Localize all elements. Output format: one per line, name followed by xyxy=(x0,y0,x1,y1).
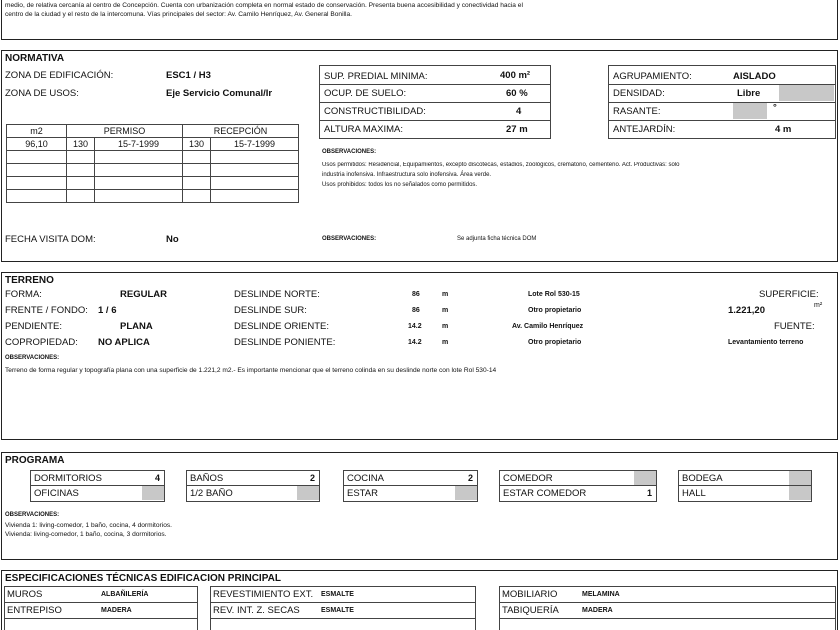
antejardin-value: 4 m xyxy=(775,124,792,135)
programa-box-comedor xyxy=(499,470,657,502)
frente-value: 1 / 6 xyxy=(98,305,117,316)
deslinde-oriente-value: 14.2 xyxy=(408,323,422,330)
programa-box-cocina xyxy=(343,470,478,502)
normativa-section xyxy=(1,50,838,262)
terreno-title: TERRENO xyxy=(5,275,54,286)
normativa-obs-line-1: Usos permitidos: Residencial, Equipamientos, excepto discotecas, estadios, zoológicos, crematorio, cementerio. Act. Productivas: solo xyxy=(322,162,680,168)
programa-item-bodega: BODEGA xyxy=(682,473,723,484)
terreno-obs-text: Terreno de forma regular y topografía plana con una superficie de 1.221,2 m2.- Es importante mencionar que el terreno colinda en su deslinde norte con lote Rol 530-14 xyxy=(5,367,497,374)
especificaciones-title: ESPECIFICACIONES TÉCNICAS EDIFICACION PRINCIPAL xyxy=(5,573,281,584)
densidad-value: Libre xyxy=(737,88,761,99)
zona-usos-value: Eje Servicio Comunal/Ir xyxy=(166,88,273,99)
superficie-unit: m² xyxy=(814,302,823,309)
header-permiso: PERMISO xyxy=(67,125,183,138)
deslinde-sur-label: DESLINDE SUR: xyxy=(234,305,307,316)
programa-title: PROGRAMA xyxy=(5,455,65,466)
ocup-suelo-value: 60 % xyxy=(506,88,528,99)
parametros-box xyxy=(319,65,551,139)
programa-obs-label: OBSERVACIONES: xyxy=(5,512,60,518)
programa-count-oficinas xyxy=(142,486,164,500)
deslinde-norte-value: 86 xyxy=(412,291,420,298)
deslinde-poniente-label: DESLINDE PONIENTE: xyxy=(234,337,336,348)
espec-entrepiso-label: ENTREPISO xyxy=(7,605,62,616)
normativa-title: NORMATIVA xyxy=(5,53,65,64)
espec-tabiqueria-value: MADERA xyxy=(582,607,613,614)
normativa-obs-line-2: industria inofensiva. Infraestructura solo inofensiva. Área verde. xyxy=(322,172,492,178)
deslinde-oriente-unit: m xyxy=(442,323,449,330)
programa-item-banos: BAÑOS xyxy=(190,473,224,484)
pendiente-value: PLANA xyxy=(120,321,153,332)
densidad-label: DENSIDAD: xyxy=(613,88,665,99)
zona-edificacion-value: ESC1 / H3 xyxy=(166,70,211,81)
table-row xyxy=(7,164,299,177)
copropiedad-value: NO APLICA xyxy=(98,337,150,348)
programa-box-dormitorios xyxy=(30,470,165,502)
constructibilidad-value: 4 xyxy=(516,106,522,117)
programa-count-estar xyxy=(455,486,477,500)
deslinde-poniente-unit: m xyxy=(442,339,449,346)
copropiedad-label: COPROPIEDAD: xyxy=(5,337,78,348)
table-row xyxy=(7,177,299,190)
zona-edificacion-label: ZONA DE EDIFICACIÓN: xyxy=(5,70,114,81)
programa-item-oficinas: OFICINAS xyxy=(34,488,79,499)
programa-count-dormitorios: 4 xyxy=(154,473,160,483)
espec-mobiliario-label: MOBILIARIO xyxy=(502,589,558,600)
rasante-value: ° xyxy=(773,102,777,113)
programa-count-hall xyxy=(789,486,811,500)
deslinde-oriente-label: DESLINDE ORIENTE: xyxy=(234,321,330,332)
deslinde-norte-unit: m xyxy=(442,291,449,298)
programa-count-banos: 2 xyxy=(309,473,315,483)
espec-revestimiento-label: REVESTIMIENTO EXT. xyxy=(213,589,314,600)
deslinde-poniente-neighbor: Otro propietario xyxy=(528,339,582,346)
header-m2: m2 xyxy=(7,125,67,138)
intro-line-2: centro de la ciudad y el resto de la intercomuna. Vías principales del sector: Av. Camilo Henríquez, Av. General Bonilla. xyxy=(5,11,352,18)
espec-entrepiso-value: MADERA xyxy=(101,607,132,614)
programa-box-banos xyxy=(186,470,320,502)
antejardin-label: ANTEJARDÍN: xyxy=(613,124,676,135)
espec-box-2 xyxy=(210,586,476,630)
espec-muros-value: ALBAÑILERÍA xyxy=(101,591,149,598)
espec-box-3 xyxy=(499,586,836,630)
superficie-label: SUPERFICIE: xyxy=(759,289,819,300)
table-row xyxy=(7,190,299,203)
table-row xyxy=(7,151,299,164)
normativa-obs2-text: Se adjunta ficha técnica DOM xyxy=(457,236,537,242)
programa-item-dormitorios: DORMITORIOS xyxy=(34,473,102,484)
espec-tabiqueria-label: TABIQUERÍA xyxy=(502,605,559,616)
rasante-label: RASANTE: xyxy=(613,106,661,117)
programa-count-bodega xyxy=(789,471,811,485)
programa-item-hall: HALL xyxy=(682,488,706,499)
agrupamiento-box xyxy=(608,65,836,139)
espec-rev-int-label: REV. INT. Z. SECAS xyxy=(213,605,300,616)
constructibilidad-label: CONSTRUCTIBILIDAD: xyxy=(324,106,426,117)
programa-count-estar-comedor: 1 xyxy=(646,488,652,498)
programa-item-estar-comedor: ESTAR COMEDOR xyxy=(503,488,587,499)
programa-box-bodega xyxy=(678,470,812,502)
altura-value: 27 m xyxy=(506,124,528,135)
fecha-visita-value: No xyxy=(166,234,179,245)
intro-section xyxy=(1,0,838,40)
forma-value: REGULAR xyxy=(120,289,167,300)
programa-item-medio-bano: 1/2 BAÑO xyxy=(190,488,233,499)
fuente-label: FUENTE: xyxy=(774,321,815,332)
espec-rev-int-value: ESMALTE xyxy=(321,607,354,614)
programa-item-cocina: COCINA xyxy=(347,473,384,484)
zona-usos-label: ZONA DE USOS: xyxy=(5,88,79,99)
programa-count-cocina: 2 xyxy=(467,473,473,483)
programa-count-comedor xyxy=(634,471,656,485)
agrupamiento-label: AGRUPAMIENTO: xyxy=(613,71,692,82)
deslinde-sur-neighbor: Otro propietario xyxy=(528,307,582,314)
especificaciones-section xyxy=(1,570,838,630)
terreno-obs-label: OBSERVACIONES: xyxy=(5,355,60,361)
sup-predial-value: 400 m² xyxy=(500,70,531,81)
programa-section xyxy=(1,452,838,560)
deslinde-sur-unit: m xyxy=(442,307,449,314)
intro-line-1: medio, de relativa cercanía al centro de Concepción. Cuenta con urbanización completa en normal estado de conservación. Presenta buena accesibilidad y conectividad hacia el xyxy=(5,2,523,9)
frente-label: FRENTE / FONDO: xyxy=(5,305,88,316)
terreno-section xyxy=(1,272,838,440)
programa-obs-line-1: Vivienda 1: living-comedor, 1 baño, cocina, 4 dormitorios. xyxy=(5,522,173,529)
espec-muros-label: MUROS xyxy=(7,589,43,600)
fuente-value: Levantamiento terreno xyxy=(728,339,804,346)
programa-item-comedor: COMEDOR xyxy=(503,473,553,484)
table-row: 96,10 130 15-7-1999 130 15-7-1999 xyxy=(7,138,299,151)
fecha-visita-label: FECHA VISITA DOM: xyxy=(5,234,96,245)
pendiente-label: PENDIENTE: xyxy=(5,321,63,332)
deslinde-norte-neighbor: Lote Rol 530-15 xyxy=(528,291,580,298)
forma-label: FORMA: xyxy=(5,289,42,300)
normativa-obs-label: OBSERVACIONES: xyxy=(322,149,377,155)
altura-label: ALTURA MAXIMA: xyxy=(324,124,404,135)
superficie-value: 1.221,20 xyxy=(728,305,765,316)
deslinde-oriente-neighbor: Av. Camilo Henríquez xyxy=(512,323,584,330)
programa-item-estar: ESTAR xyxy=(347,488,378,499)
espec-revestimiento-value: ESMALTE xyxy=(321,591,354,598)
deslinde-poniente-value: 14.2 xyxy=(408,339,422,346)
programa-obs-line-2: Vivienda: living-comedor, 1 baño, cocina, 3 dormitorios. xyxy=(5,531,167,538)
ocup-suelo-label: OCUP. DE SUELO: xyxy=(324,88,407,99)
normativa-obs-line-3: Usos prohibidos: todos los no señalados como permitidos. xyxy=(322,182,478,188)
espec-mobiliario-value: MELAMINA xyxy=(582,591,620,598)
agrupamiento-value: AISLADO xyxy=(733,71,776,82)
espec-box-1 xyxy=(4,586,198,630)
programa-count-medio-bano xyxy=(297,486,319,500)
header-recepcion: RECEPCIÓN xyxy=(183,125,299,138)
sup-predial-label: SUP. PREDIAL MINIMA: xyxy=(324,71,428,82)
normativa-obs2-label: OBSERVACIONES: xyxy=(322,236,377,242)
deslinde-sur-value: 86 xyxy=(412,307,420,314)
deslinde-norte-label: DESLINDE NORTE: xyxy=(234,289,320,300)
permiso-table xyxy=(6,124,299,203)
